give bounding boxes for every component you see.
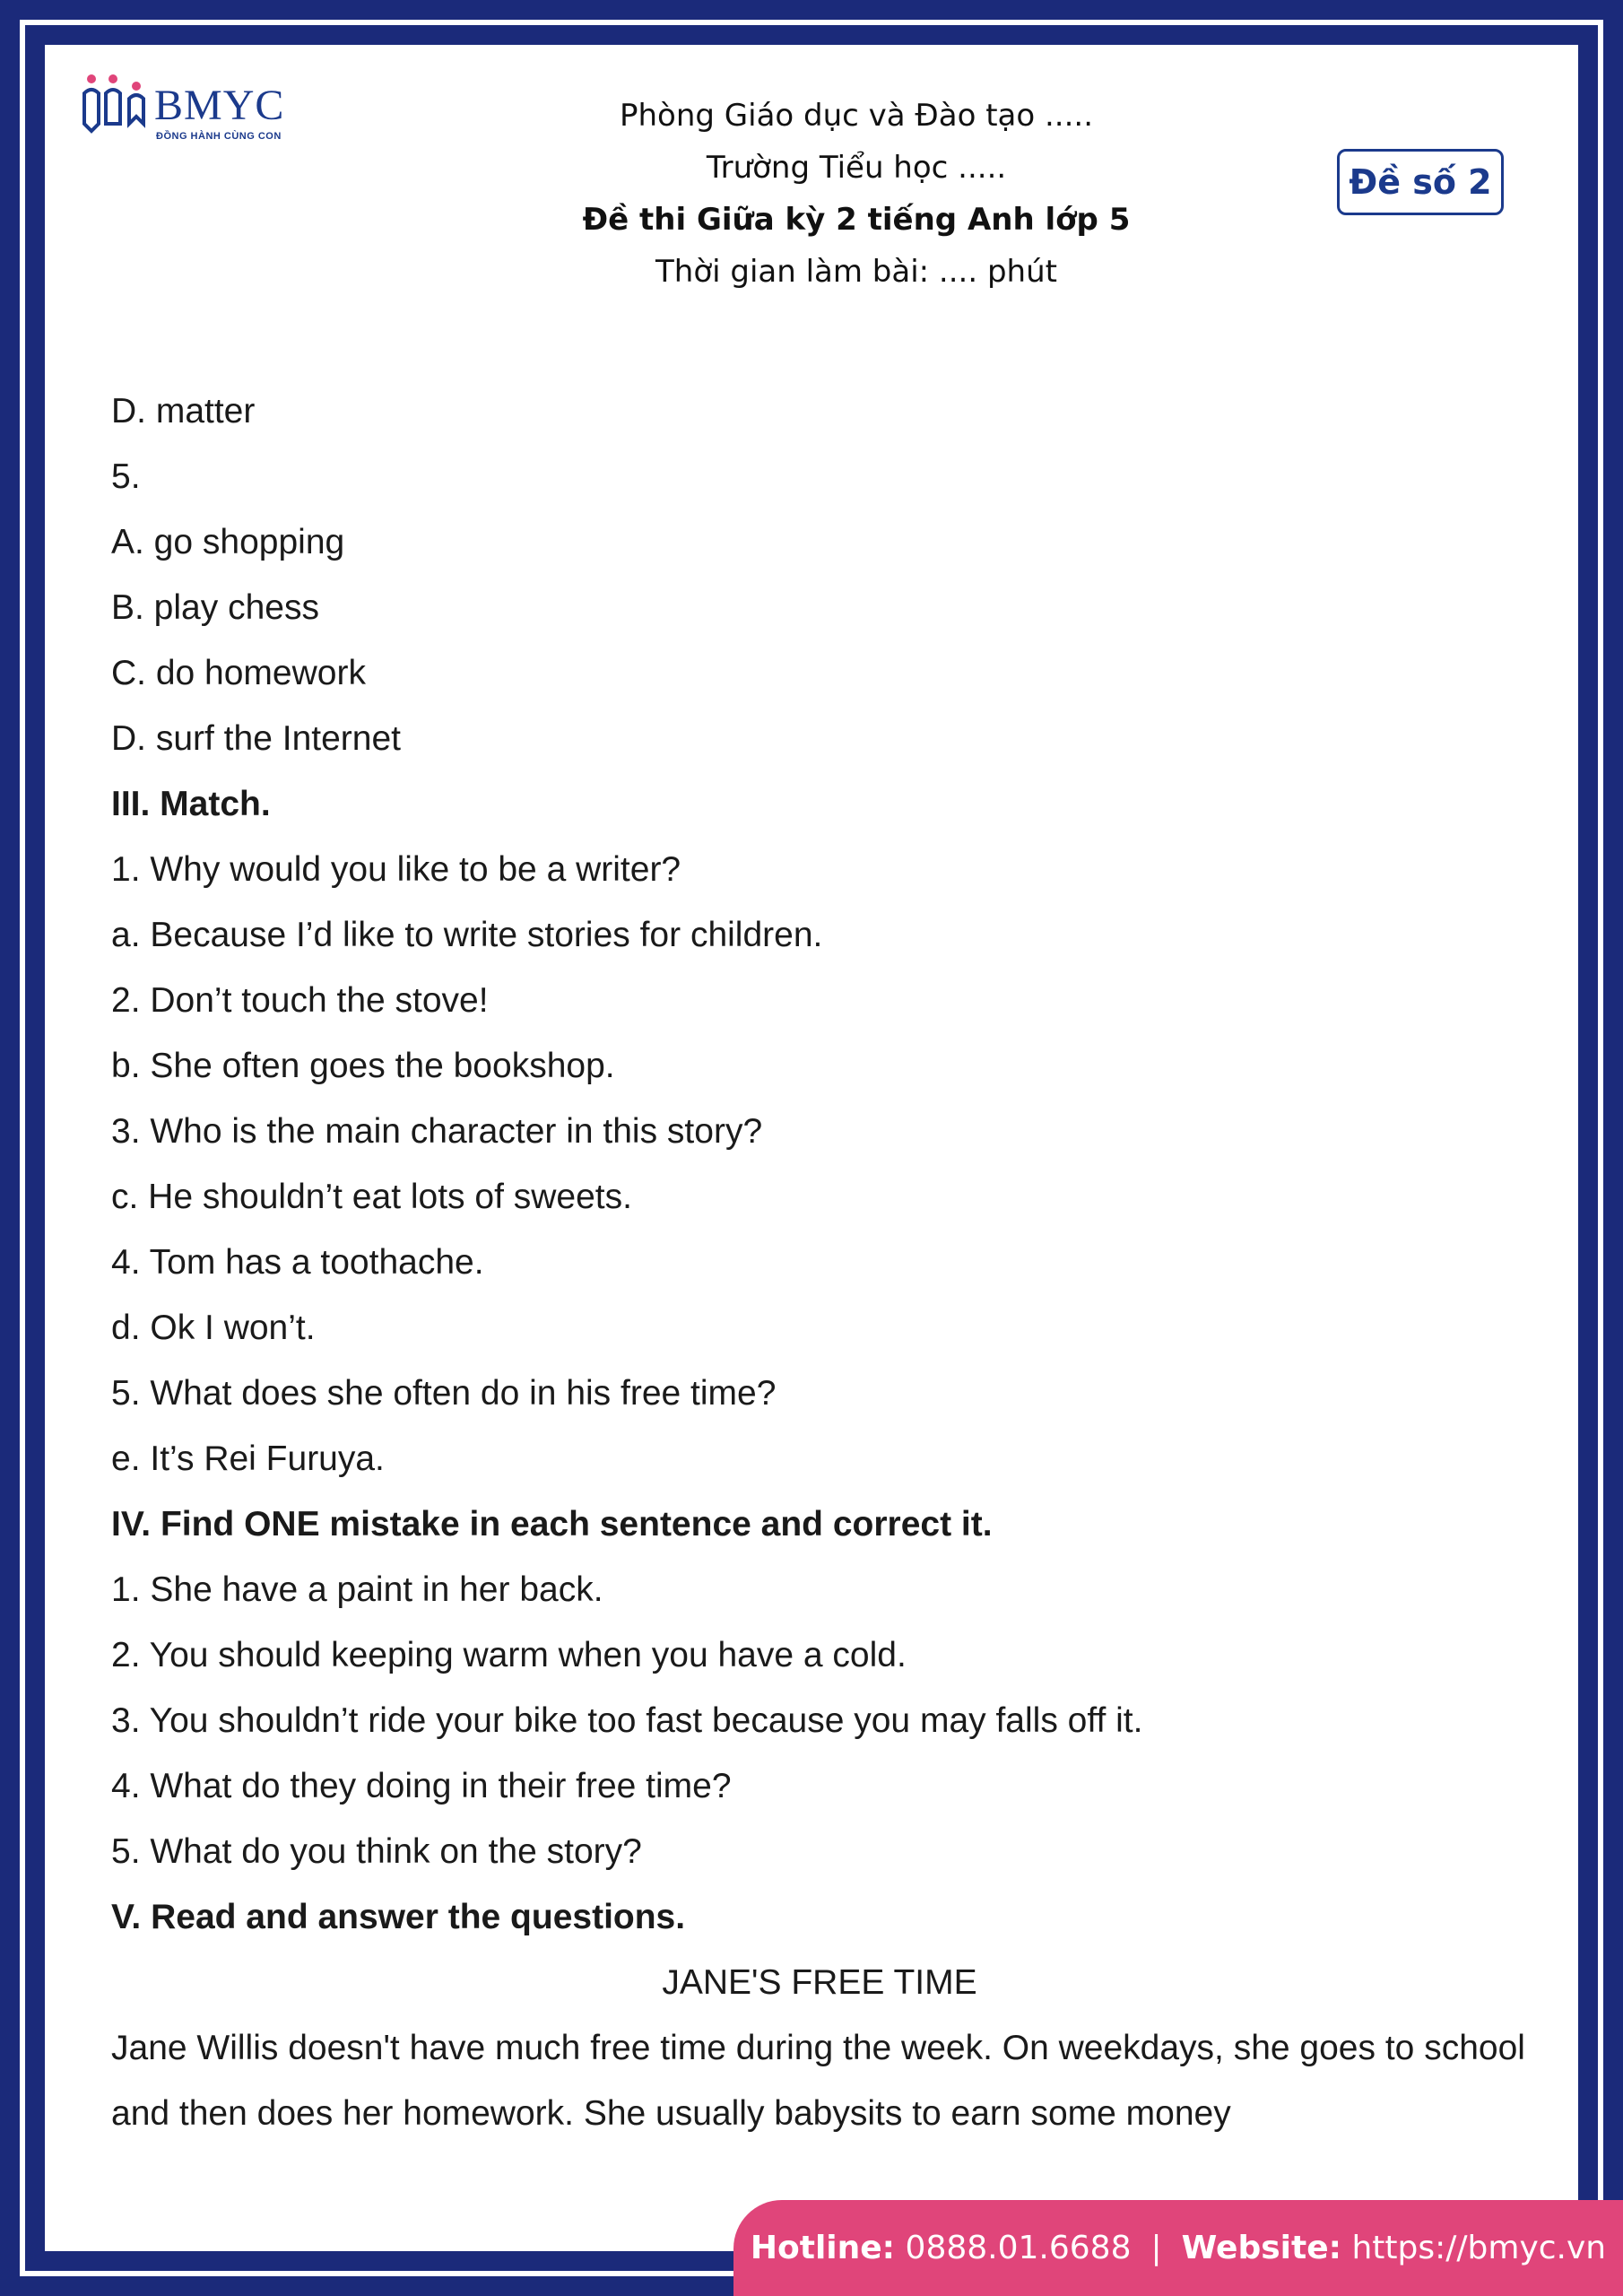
header-exam-title: Đề thi Giữa kỳ 2 tiếng Anh lớp 5 <box>582 202 1131 238</box>
document-page <box>45 45 1578 2251</box>
logo-subtext: ĐỒNG HÀNH CÙNG CON <box>156 131 282 142</box>
option-line: D. matter <box>111 392 256 430</box>
footer-separator: | <box>1150 2230 1162 2266</box>
hotline-number[interactable]: 0888.01.6688 <box>905 2230 1132 2266</box>
match-item: 5. What does she often do in his free time? <box>111 1374 777 1413</box>
reading-title: JANE'S FREE TIME <box>662 1963 977 2002</box>
match-item: e. It’s Rei Furuya. <box>111 1439 385 1478</box>
website-link[interactable]: https://bmyc.vn <box>1351 2230 1607 2266</box>
section-heading: III. Match. <box>111 785 271 823</box>
match-item: 2. Don’t touch the stove! <box>111 981 489 1020</box>
match-item: 1. Why would you like to be a writer? <box>111 850 681 889</box>
match-item: 3. Who is the main character in this story? <box>111 1112 763 1151</box>
exam-content <box>111 378 1528 2146</box>
section-heading: V. Read and answer the questions. <box>111 1898 686 1936</box>
option-line: C. do homework <box>111 654 366 692</box>
bmyc-logo <box>81 72 314 152</box>
exam-number-badge: Đề số 2 <box>1337 149 1504 215</box>
header-department: Phòng Giáo dục và Đào tạo ..... <box>619 98 1094 134</box>
website-label: Website: <box>1181 2230 1342 2266</box>
match-item: a. Because I’d like to write stories for children. <box>111 916 823 954</box>
option-line: A. go shopping <box>111 523 345 561</box>
option-line: D. surf the Internet <box>111 719 401 758</box>
mistake-sentence: 2. You should keeping warm when you have a cold. <box>111 1636 907 1674</box>
match-item: c. He shouldn’t eat lots of sweets. <box>111 1178 632 1216</box>
mistake-sentence: 3. You shouldn’t ride your bike too fast because you may falls off it. <box>111 1701 1143 1740</box>
match-item: b. She often goes the bookshop. <box>111 1047 615 1085</box>
mistake-sentence: 1. She have a paint in her back. <box>111 1570 603 1609</box>
section-heading: IV. Find ONE mistake in each sentence and correct it. <box>111 1505 993 1544</box>
contact-footer <box>733 2200 1623 2296</box>
hotline-label: Hotline: <box>750 2230 896 2266</box>
logo-text: BMYC <box>154 82 285 129</box>
option-line: B. play chess <box>111 588 319 627</box>
match-item: 4. Tom has a toothache. <box>111 1243 484 1282</box>
header-duration: Thời gian làm bài: .... phút <box>655 254 1057 290</box>
header-school: Trường Tiểu học ..... <box>706 150 1007 186</box>
document-header <box>314 90 1399 298</box>
match-item: d. Ok I won’t. <box>111 1309 316 1347</box>
mistake-sentence: 4. What do they doing in their free time? <box>111 1767 732 1805</box>
family-icon <box>81 72 152 144</box>
mistake-sentence: 5. What do you think on the story? <box>111 1832 642 1871</box>
reading-paragraph: Jane Willis doesn't have much free time during the week. On weekdays, she goes to school and then does her homework. She usually babysits to earn some money <box>111 2029 1525 2133</box>
question-number: 5. <box>111 457 141 496</box>
